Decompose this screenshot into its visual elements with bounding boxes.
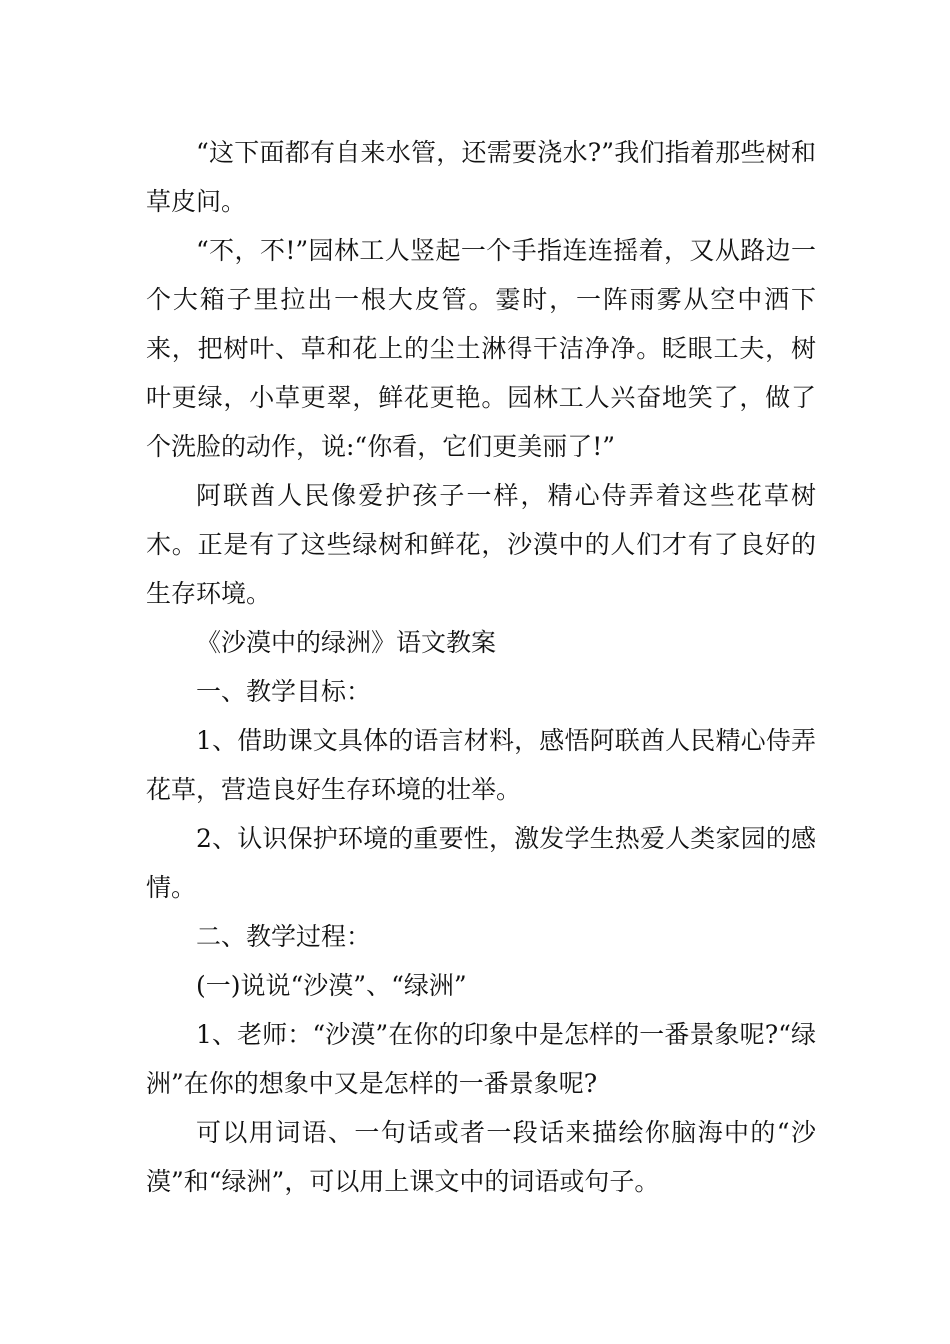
document-body — [146, 128, 816, 1206]
objective-item-2: 2、认识保护环境的重要性，激发学生热爱人类家园的感情。 — [146, 824, 816, 902]
paragraph-watering-question: “这下面都有自来水管，还需要浇水?”我们指着那些树和草皮问。 — [146, 138, 816, 216]
section-heading-process: 二、教学过程： — [196, 922, 372, 951]
process-step-1: 1、老师：“沙漠”在你的印象中是怎样的一番景象呢?“绿洲”在你的想象中又是怎样的一番景象呢? — [146, 1020, 816, 1098]
lesson-plan-title: 《沙漠中的绿洲》语文教案 — [196, 628, 497, 657]
subsection-heading-desert-oasis: (一)说说“沙漠”、“绿洲” — [196, 971, 467, 1000]
section-heading-objectives: 一、教学目标： — [196, 677, 372, 706]
objective-item-1: 1、借助课文具体的语言材料，感悟阿联酋人民精心侍弄花草，营造良好生存环境的壮举。 — [146, 726, 816, 804]
process-step-1-detail: 可以用词语、一句话或者一段话来描绘你脑海中的“沙漠”和“绿洲”，可以用上课文中的词语或句子。 — [146, 1118, 816, 1196]
paragraph-gardener-response: “不，不!”园林工人竖起一个手指连连摇着，又从路边一个大箱子里拉出一根大皮管。霎时，一阵雨雾从空中洒下来，把树叶、草和花上的尘土淋得干洁净净。眨眼工夫，树叶更绿，小草更翠，鲜花更艳。园林工人兴奋地笑了，做了个洗脸的动作，说:“你看，它们更美丽了!” — [146, 236, 816, 461]
paragraph-uae-people: 阿联酋人民像爱护孩子一样，精心侍弄着这些花草树木。正是有了这些绿树和鲜花，沙漠中的人们才有了良好的生存环境。 — [146, 481, 816, 608]
